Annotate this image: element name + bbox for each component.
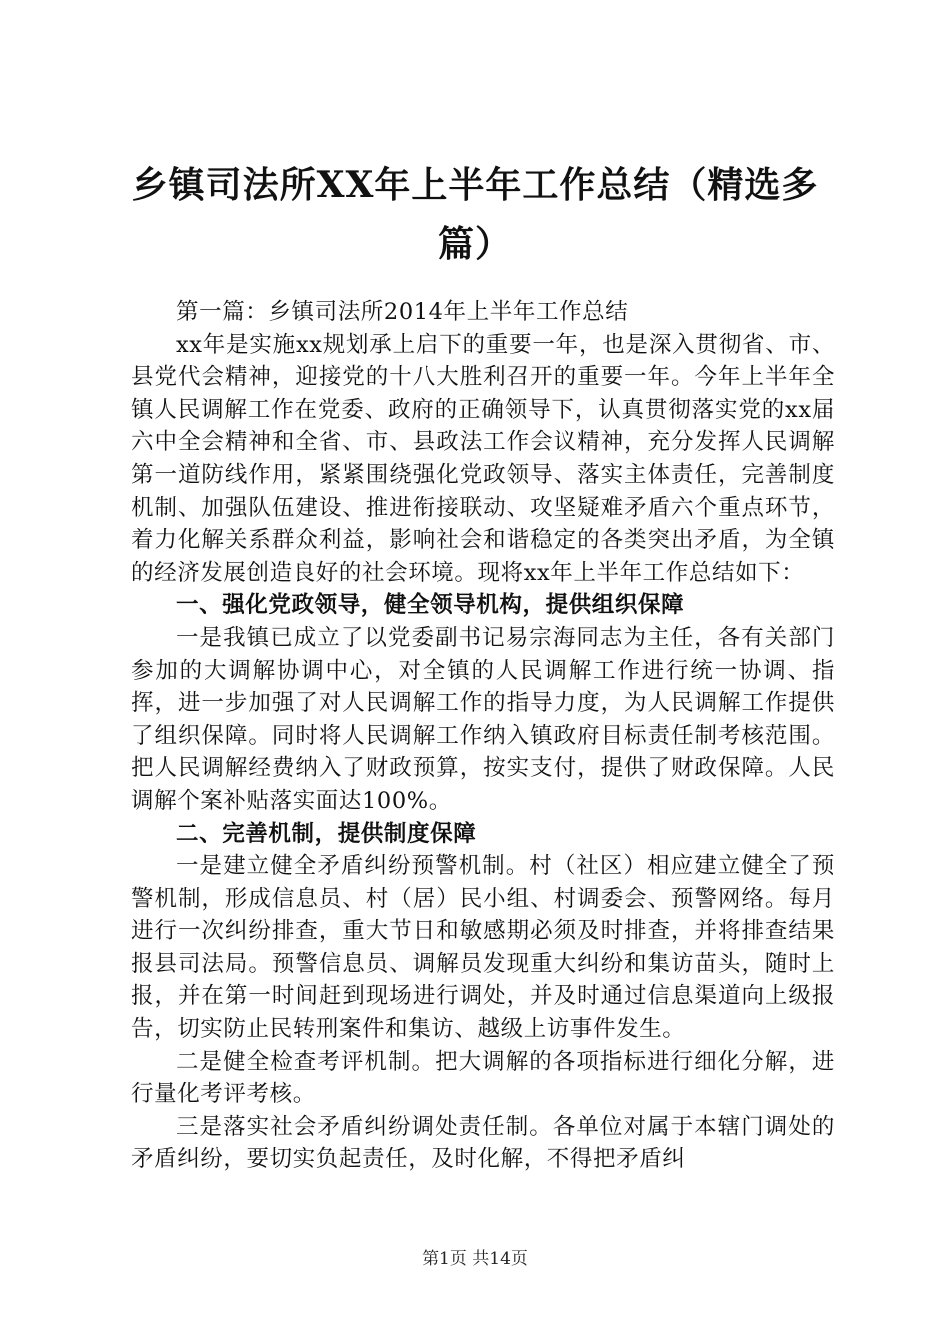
- document-title-line-2: 篇）: [437, 223, 512, 265]
- document-title-line-1: 乡镇司法所XX年上半年工作总结（精选多: [131, 164, 819, 206]
- section-heading-part-one: 第一篇：乡镇司法所2014年上半年工作总结: [176, 299, 629, 325]
- section-heading-1: 一、强化党政领导，健全领导机构，提供组织保障: [176, 592, 685, 619]
- intro-paragraph: xx年是实施xx规划承上启下的重要一年，也是深入贯彻省、市、县党代会精神，迎接党的十八大胜利召开的重要一年。今年上半年全镇人民调解工作在党委、政府的正确领导下，认真贯彻落实党的xx届六中全会精神和全省、市、县政法工作会议精神，充分发挥人民调解第一道防线作用，紧紧围绕强化党政领导、落实主体责任，完善制度机制、加强队伍建设、推进衔接联动、攻坚疑难矛盾六个重点环节，着力化解关系群众利益，影响社会和谐稳定的各类突出矛盾，为全镇的经济发展创造良好的社会环境。现将xx年上半年工作总结如下：: [131, 331, 835, 586]
- page-number-footer: 第1页 共14页: [422, 1249, 528, 1269]
- section-heading-2: 二、完善机制，提供制度保障: [176, 820, 477, 847]
- paragraph-warning-mechanism: 一是建立健全矛盾纠纷预警机制。村（社区）相应建立健全了预警机制，形成信息员、村（居）民小组、村调委会、预警网络。每月进行一次纠纷排查，重大节日和敏感期必须及时排查，并将排查结果报县司法局。预警信息员、调解员发现重大纠纷和集访苗头，随时上报，并在第一时间赶到现场进行调处，并及时通过信息渠道向上级报告，切实防止民转刑案件和集访、越级上访事件发生。: [131, 853, 835, 1043]
- document-body: [131, 296, 835, 1176]
- paragraph-organization: 一是我镇已成立了以党委副书记易宗海同志为主任，各有关部门参加的大调解协调中心，对全镇的人民调解工作进行统一协调、指挥，进一步加强了对人民调解工作的指导力度，为人民调解工作提供了组织保障。同时将人民调解工作纳入镇政府目标责任制考核范围。把人民调解经费纳入了财政预算，按实支付，提供了财政保障。人民调解个案补贴落实面达100%。: [131, 624, 835, 814]
- paragraph-evaluation-mechanism: 二是健全检查考评机制。把大调解的各项指标进行细化分解，进行量化考评考核。: [131, 1048, 835, 1108]
- paragraph-responsibility: 三是落实社会矛盾纠纷调处责任制。各单位对属于本辖门调处的矛盾纠纷，要切实负起责任，及时化解，不得把矛盾纠: [131, 1113, 835, 1173]
